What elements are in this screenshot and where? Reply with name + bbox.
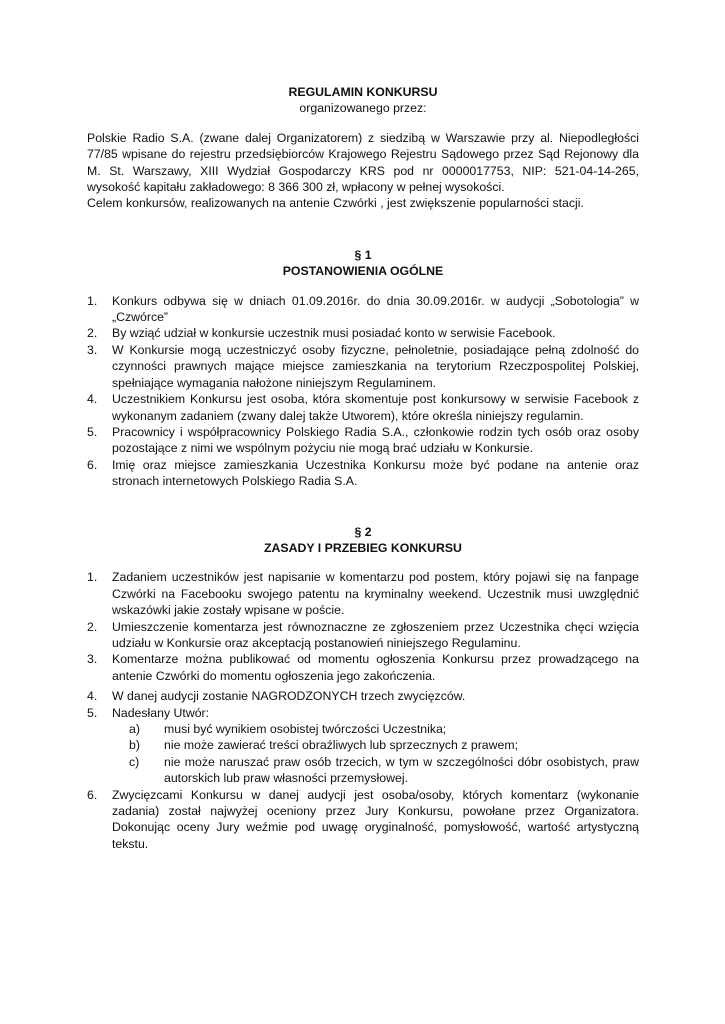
list-item-text: W danej audycji zostanie NAGRODZONYCH trzech zwycięzców.	[112, 689, 466, 704]
list-item-number: 1.	[87, 570, 98, 585]
intro-paragraph	[87, 130, 639, 212]
list-item	[87, 457, 639, 490]
organizer-description: Polskie Radio S.A. (zwane dalej Organizatorem) z siedzibą w Warszawie przy al. Niepodległości 77/85 wpisane do rejestru przedsiębiorców Krajowego Rejestru Sądowego przez Sąd Rejonowy dla M. St. Warszawy, XIII Wydział Gospodarczy KRS pod nr 0000017753, NIP: 521-04-14-265, wysokość kapitału zakładowego: 8 366 300 zł, wpłacony w pełnej wysokości.	[87, 130, 639, 195]
section-2-list	[87, 569, 639, 852]
list-item-text: Uczestnikiem Konkursu jest osoba, która skomentuje post konkursowy w serwisie Facebook z wykonanym zadaniem (zwany dalej także Utworem), które określa niniejszy regulamin.	[112, 392, 639, 423]
list-item-text: Konkurs odbywa się w dniach 01.09.2016r. do dnia 30.09.2016r. w audycji „Sobotologia” w „Czwórce”	[112, 293, 639, 325]
list-item	[87, 325, 639, 341]
document-content	[87, 84, 639, 852]
list-item	[87, 787, 639, 853]
list-item-number: 5.	[87, 424, 98, 439]
list-item-number: 2.	[87, 326, 98, 341]
list-item-number: 4.	[87, 689, 98, 704]
list-item-number: 5.	[87, 705, 98, 720]
list-item	[87, 293, 639, 326]
list-item-text: Pracownicy i współpracownicy Polskiego Radia S.A., członkowie rodzin tych osób oraz osoby pozostające z nimi we wspólnym pożyciu nie mogą brać udziału w Konkursie.	[112, 424, 639, 456]
list-item-text: Zadaniem uczestników jest napisanie w komentarzu pod postem, który pojawi się na fanpage Czwórki na Facebooku swojego patentu na kryminalny weekend. Uczestnik musi uwzględnić wskazówki jakie zostały wpisane w poście.	[112, 570, 639, 618]
list-item	[87, 705, 639, 787]
section-2	[87, 524, 639, 853]
list-item	[87, 342, 639, 391]
list-item-number: 4.	[87, 392, 98, 407]
list-item	[87, 424, 639, 457]
document-title: REGULAMIN KONKURSU	[288, 85, 438, 99]
sub-list	[112, 721, 639, 787]
contest-goal: Celem konkursów, realizowanych na antenie Czwórki , jest zwiększenie popularności stacji.	[87, 196, 584, 211]
list-item-text: Komentarze można publikować od momentu ogłoszenia Konkursu przez prowadzącego na antenie Czwórki do momentu ogłoszenia jego zakończenia.	[112, 652, 639, 683]
sub-list-item-letter: a)	[129, 722, 140, 736]
sub-list-item-text: nie może zawierać treści obraźliwych lub sprzecznych z prawem;	[164, 738, 519, 753]
section-2-number: § 2	[354, 524, 372, 539]
section-2-title: ZASADY I PRZEBIEG KONKURSU	[264, 540, 462, 555]
section-1-title: POSTANOWIENIA OGÓLNE	[282, 264, 444, 279]
sub-list-item	[112, 721, 639, 737]
list-item	[87, 391, 639, 424]
section-1-list	[87, 293, 639, 490]
list-item-text: Zwycięzcami Konkursu w danej audycji jest osoba/osoby, których komentarz (wykonanie zadania) został najwyżej oceniony przez Jury Konkursu, powołane przez Organizatora. Dokonując oceny Jury weźmie pod uwagę oryginalność, pomysłowość, wartość artystyczną tekstu.	[112, 787, 639, 851]
sub-list-item	[112, 754, 639, 787]
sub-list-item-letter: c)	[129, 754, 140, 769]
list-item	[87, 651, 639, 684]
section-1	[87, 247, 639, 490]
list-item-text: Imię oraz miejsce zamieszkania Uczestnika Konkursu może być podane na antenie oraz stronach internetowych Polskiego Radia S.A.	[112, 457, 639, 489]
list-item-number: 3.	[87, 342, 98, 357]
section-1-number: § 1	[354, 247, 372, 262]
list-item-text: By wziąć udział w konkursie uczestnik musi posiadać konto w serwisie Facebook.	[112, 326, 556, 341]
list-item	[87, 569, 639, 618]
list-item-number: 6.	[87, 787, 98, 802]
list-item-number: 3.	[87, 652, 98, 667]
sub-list-item-text: nie może naruszać praw osób trzecich, w tym w szczególności dóbr osobistych, praw autorskich lub praw własności przemysłowej.	[164, 754, 639, 786]
list-item-number: 6.	[87, 457, 98, 472]
list-item	[87, 688, 639, 704]
list-item-text: Umieszczenie komentarza jest równoznaczne ze zgłoszeniem przez Uczestnika chęci wzięcia udziału w Konkursie oraz akceptacją postanowień niniejszego Regulaminu.	[112, 619, 639, 650]
list-item-number: 1.	[87, 293, 98, 308]
sub-list-item	[112, 737, 639, 753]
list-item	[87, 619, 639, 652]
list-item-number: 2.	[87, 619, 98, 634]
list-item-text: Nadesłany Utwór:	[112, 705, 210, 720]
list-item-text: W Konkursie mogą uczestniczyć osoby fizyczne, pełnoletnie, posiadające pełną zdolność do czynności prawnych mające miejsce zamieszkania na terytorium Rzeczpospolitej Polskiej, spełniające wymagania nałożone niniejszym Regulaminem.	[112, 342, 639, 390]
document-subtitle: organizowanego przez:	[299, 101, 427, 116]
sub-list-item-text: musi być wynikiem osobistej twórczości Uczestnika;	[164, 722, 447, 736]
sub-list-item-letter: b)	[129, 738, 140, 753]
